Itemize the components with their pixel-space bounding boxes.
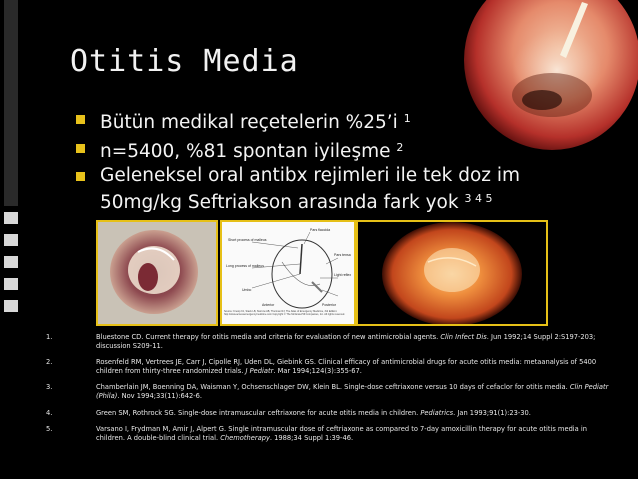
reference-item [46,333,612,350]
reference-journal: Chemotherapy [220,433,270,442]
citation-superscript: 2 [396,140,404,154]
decor-stripe [4,256,18,268]
diagram-credit: Source: Knoop KJ, Stack LB, Storrow AB, Thurman RJ: The Atlas of Emergency Medicine, 3rd Edition: http://www.accessemergencymedicine.com Copyright © The McGraw-Hill Companies, Inc. All rights reserved. [224,310,346,316]
reference-journal: Clin Pediatr (Phila) [96,383,609,400]
citation-superscript: 1 [403,112,411,125]
bullet-list [74,108,554,216]
slide-title: Otitis Media [70,44,299,79]
reference-number: 2. [46,358,53,367]
image-panel-3 [356,220,548,326]
diagram-label: Short process of malleus [228,238,267,242]
reference-number: 3. [46,383,53,392]
otoscopic-photo-bulging-eardrum-icon [358,222,546,324]
bullet-text: Geleneksel oral antibx rejimleri ile tek doz im 50mg/kg Seftriakson arasında fark yok [100,165,521,213]
decor-stripe [4,234,18,246]
bullet-square-icon [76,115,85,124]
reference-text: Bluestone CD. Current therapy for otitis media and criteria for evaluation of new antimicrobial agents. [96,333,441,341]
reference-citation: . 1988;34 Suppl 1:39-46. [269,433,354,442]
reference-text: Rosenfeld RM, Vertrees JE, Carr J, Cipolle RJ, Uden DL, Giebink GS. Clinical efficacy of antimicrobial drugs for acute otitis media: metaanalysis of 5400 children from thirty-three randomized trials. [96,358,597,375]
reference-journal: Pediatrics [420,408,454,417]
eardrum-diagram-icon [222,222,354,324]
image-panel-2 [220,220,356,326]
reference-citation: . Mar 1994;124(3):355-67. [273,366,362,375]
bullet-item [74,137,554,164]
reference-journal: Clin Infect Dis [440,333,487,341]
bullet-text: Bütün medikal reçetelerin %25’i [100,112,398,133]
citation-superscript: 3 4 5 [464,191,493,205]
bullet-item [74,165,554,214]
bullet-item [74,108,554,135]
reference-text: Green SM, Rothrock SG. Single-dose intramuscular ceftriaxone for acute otitis media in children. [96,408,421,417]
diagram-label: Anterior [262,303,275,307]
diagram-label: Posterior [322,303,337,307]
decor-stripe [4,300,18,312]
reference-item [46,358,612,375]
diagram-label: Long process of malleus [226,264,264,268]
diagram-label: Pars flaccida [310,228,331,232]
reference-citation: . Nov 1994;33(11):642-6. [117,391,203,400]
diagram-label: Light reflex [334,273,352,277]
reference-number: 5. [46,425,53,434]
decor-stripe [4,278,18,290]
otoscopic-photo-icon [98,222,216,324]
reference-journal: J Pediatr [245,366,274,375]
reference-item [46,408,612,418]
reference-list [46,333,612,450]
reference-citation: . Jan 1993;91(1):23-30. [453,408,531,417]
bullet-text: n=5400, %81 spontan iyileşme [100,140,391,162]
decor-stripe [4,212,18,224]
diagram-label: Umbo [242,288,252,292]
bullet-square-icon [76,172,85,181]
reference-number: 4. [46,408,53,417]
decor-bar [4,0,18,206]
reference-item [46,425,612,442]
reference-item [46,383,612,400]
bullet-square-icon [76,144,85,153]
reference-number: 1. [46,333,53,341]
diagram-label: Pars tensa [334,253,351,257]
image-panel-1 [96,220,218,326]
reference-text: Varsano I, Frydman M, Amir J, Alpert G. Single intramuscular dose of ceftriaxone as compared to 7-day amoxicillin therapy for acute otitis media in children. A double-blind clinical trial. [96,425,587,442]
reference-citation: . Jun 1992;14 Suppl 2:S197-203; discussion S209-11. [96,333,596,350]
reference-text: Chamberlain JM, Boenning DA, Waisman Y, Ochsenschlager DW, Klein BL. Single-dose ceftriaxone versus 10 days of cefaclor for otitis media. [96,383,570,392]
left-decoration [0,0,22,479]
